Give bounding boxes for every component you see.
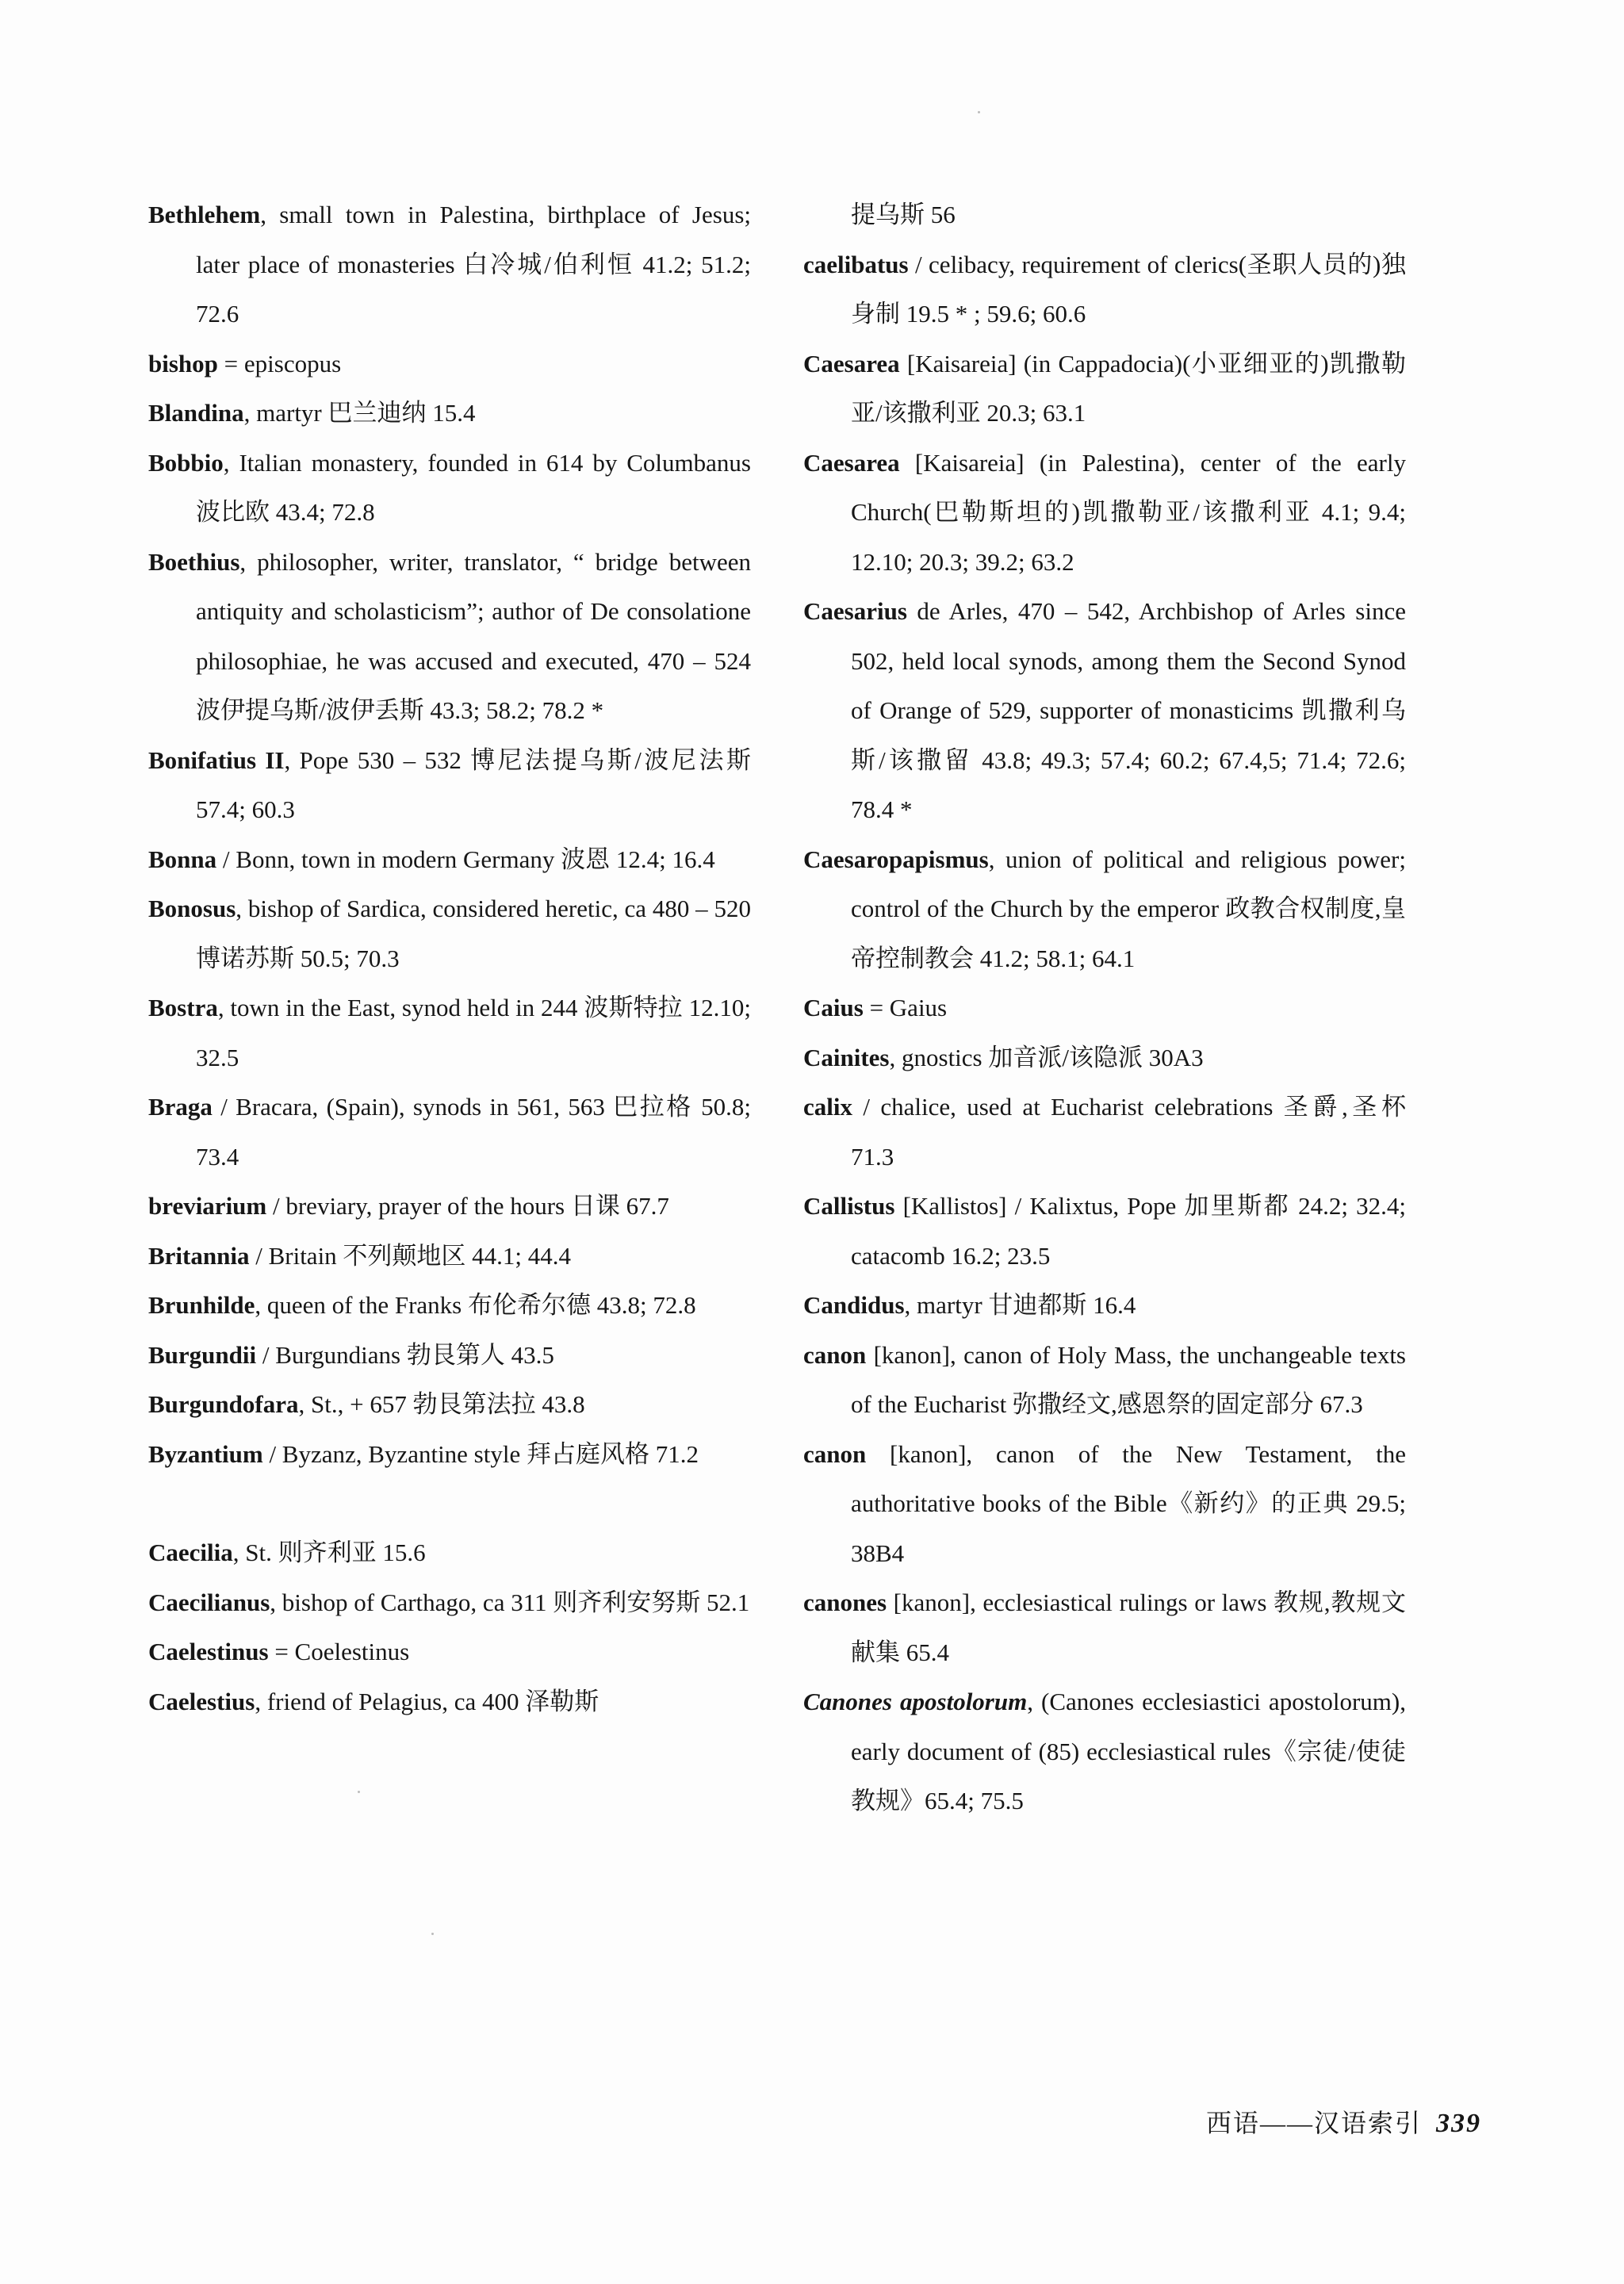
- scan-speck: [978, 111, 980, 113]
- entry-text: 提乌斯 56: [851, 201, 956, 228]
- entry-headword: Caelestinus: [148, 1638, 269, 1665]
- entry-headword: Bobbio: [148, 448, 224, 477]
- index-entry: [803, 240, 1406, 339]
- entry-headword: Callistus: [803, 1192, 895, 1220]
- entry-headword: canon: [803, 1340, 867, 1369]
- index-entry: [148, 439, 751, 538]
- index-entry: [803, 1182, 1406, 1281]
- entry-text: = Gaius: [863, 994, 948, 1021]
- entry-text: , St. 则齐利亚 15.6: [232, 1539, 426, 1566]
- entry-headword: Canones apostolorum: [803, 1688, 1028, 1715]
- index-entry: [148, 1380, 751, 1430]
- index-entry: [803, 339, 1406, 439]
- index-entry: [803, 983, 1406, 1033]
- entry-text: [Kallistos] / Kalixtus, Pope 加里斯都 24.2; 32.4; catacomb 16.2; 23.5: [851, 1192, 1406, 1270]
- index-entry: [148, 1182, 751, 1232]
- index-entry: [148, 538, 751, 736]
- index-entry: [148, 983, 751, 1083]
- index-entry: [148, 1578, 751, 1628]
- running-title: 西语——汉语索引: [1205, 2109, 1422, 2137]
- entry-text: / Britain 不列颠地区 44.1; 44.4: [249, 1241, 572, 1270]
- entry-headword: caelibatus: [803, 250, 909, 278]
- entry-text: , bishop of Sardica, considered heretic, ca 480 – 520 博诺苏斯 50.5; 70.3: [196, 895, 751, 972]
- index-entry: [148, 190, 751, 339]
- entry-headword: Braga: [148, 1093, 213, 1121]
- entry-text: [kanon], canon of the New Testament, the authoritative books of the Bible《新约》的正典 29.5; 38B4: [851, 1439, 1406, 1567]
- entry-headword: Caecilianus: [148, 1588, 270, 1616]
- index-entry: [803, 1430, 1406, 1579]
- index-entry: [803, 1578, 1406, 1677]
- entry-text: , Pope 530 – 532 博尼法提乌斯/波尼法斯 57.4; 60.3: [196, 745, 751, 823]
- index-entry: [803, 1677, 1406, 1826]
- entry-headword: Blandina: [148, 399, 244, 427]
- entry-headword: calix: [803, 1093, 852, 1121]
- page-footer: [1206, 2103, 1481, 2140]
- index-entry: [148, 1232, 751, 1282]
- entry-headword: Caesarius: [803, 597, 907, 625]
- entry-headword: Britannia: [148, 1241, 250, 1270]
- entry-text: / breviary, prayer of the hours 日课 67.7: [266, 1192, 669, 1220]
- entry-text: , queen of the Franks 布伦希尔德 43.8; 72.8: [255, 1291, 696, 1319]
- entry-headword: Byzantium: [148, 1439, 263, 1468]
- entry-headword: Bonna: [148, 845, 217, 873]
- index-entry: [148, 1430, 751, 1480]
- entry-headword: Candidus: [803, 1291, 905, 1319]
- entry-text: , martyr 甘迪都斯 16.4: [904, 1291, 1136, 1319]
- entry-text: = episcopus: [217, 349, 342, 377]
- entry-text: de Arles, 470 – 542, Archbishop of Arles since 502, held local synods, among them the Second Synod of Orange of 529, supporter of monasticims 凯撒利乌斯/该撒留 43.8; 49.3; 57.4; 60.2; 67.4,5; 71.4; 72.6; 78.4 *: [851, 597, 1406, 823]
- index-entry: [803, 1083, 1406, 1182]
- entry-text: / Burgundians 勃艮第人 43.5: [256, 1340, 554, 1369]
- entry-text: [Kaisareia] (in Palestina), center of the early Church(巴勒斯坦的)凯撒勒亚/该撒利亚 4.1; 9.4; 12.10; 20.3; 39.2; 63.2: [851, 448, 1406, 576]
- index-entry: [148, 1528, 751, 1578]
- entry-text: [kanon], ecclesiastical rulings or laws 教规,教规文献集 65.4: [851, 1588, 1406, 1666]
- entry-text: , small town in Palestina, birthplace of Jesus; later place of monasteries 白冷城/伯利恒 41.2; 51.2; 72.6: [196, 201, 751, 328]
- index-entry: [148, 736, 751, 835]
- entry-text: , bishop of Carthago, ca 311 则齐利安努斯 52.1: [270, 1588, 750, 1616]
- entry-headword: Bonifatius II: [148, 745, 285, 774]
- index-entry: [148, 835, 751, 885]
- index-entry: [803, 1033, 1406, 1083]
- index-entry: [803, 1281, 1406, 1331]
- index-entry: [148, 884, 751, 983]
- entry-text: , union of political and religious power; control of the Church by the emperor 政教合权制度,皇帝控制教会 41.2; 58.1; 64.1: [851, 845, 1406, 972]
- index-entry: [803, 587, 1406, 835]
- entry-headword: Cainites: [803, 1043, 890, 1071]
- entry-headword: Bethlehem: [148, 201, 261, 228]
- entry-headword: Boethius: [148, 547, 240, 576]
- entry-headword: Caecilia: [148, 1539, 233, 1566]
- entry-headword: Caesarea: [803, 448, 900, 477]
- entry-headword: Bostra: [148, 994, 218, 1021]
- entry-text: , friend of Pelagius, ca 400 泽勒斯: [255, 1687, 599, 1715]
- entry-text: , gnostics 加音派/该隐派 30A3: [889, 1043, 1204, 1071]
- entry-text: / Bracara, (Spain), synods in 561, 563 巴拉格 50.8; 73.4: [196, 1093, 751, 1171]
- right-column: [803, 190, 1406, 1826]
- page-number: 339: [1436, 2109, 1481, 2138]
- entry-text: , Italian monastery, founded in 614 by Columbanus 波比欧 43.4; 72.8: [196, 448, 751, 526]
- index-entry: [148, 339, 751, 389]
- scan-speck: [358, 1791, 360, 1793]
- entry-headword: Caius: [803, 994, 864, 1021]
- entry-headword: Burgundofara: [148, 1390, 299, 1418]
- entry-headword: Caesarea: [803, 349, 900, 377]
- index-entry: [148, 389, 751, 439]
- index-entry: [148, 1083, 751, 1182]
- index-entry: [803, 1331, 1406, 1430]
- entry-headword: Caesaropapismus: [803, 845, 989, 873]
- index-entry: [148, 1627, 751, 1677]
- entry-text: , martyr 巴兰迪纳 15.4: [243, 399, 476, 427]
- index-entry: [148, 1281, 751, 1331]
- entry-text: / Bonn, town in modern Germany 波恩 12.4; 16.4: [216, 845, 715, 873]
- index-entry-continuation: [803, 190, 1406, 240]
- entry-headword: canon: [803, 1439, 867, 1468]
- entry-headword: breviarium: [148, 1192, 267, 1220]
- index-entry: [803, 439, 1406, 588]
- entry-headword: Caelestius: [148, 1687, 255, 1715]
- entry-headword: Bonosus: [148, 895, 236, 922]
- entry-text: / Byzanz, Byzantine style 拜占庭风格 71.2: [262, 1439, 699, 1468]
- entry-text: , St., + 657 勃艮第法拉 43.8: [298, 1390, 585, 1418]
- entry-text: , town in the East, synod held in 244 波斯特拉 12.10; 32.5: [196, 994, 751, 1071]
- index-entry: [803, 835, 1406, 984]
- entry-text: / chalice, used at Eucharist celebrations 圣爵,圣杯 71.3: [851, 1093, 1406, 1171]
- index-entry: [148, 1677, 751, 1727]
- entry-headword: bishop: [148, 349, 218, 377]
- left-column: [148, 190, 751, 1726]
- entry-text: , (Canones ecclesiastici apostolorum), early document of (85) ecclesiastical rules《宗徒/使徒教规》65.4; 75.5: [851, 1688, 1406, 1815]
- entry-text: [kanon], canon of Holy Mass, the unchangeable texts of the Eucharist 弥撒经文,感恩祭的固定部分 67.3: [851, 1340, 1406, 1418]
- entry-text: / celibacy, requirement of clerics(圣职人员的)独身制 19.5 * ; 59.6; 60.6: [851, 250, 1406, 328]
- scan-speck: [431, 1933, 434, 1935]
- entry-text: [Kaisareia] (in Cappadocia)(小亚细亚的)凯撒勒亚/该撒利亚 20.3; 63.1: [851, 349, 1406, 427]
- index-entry: [148, 1331, 751, 1381]
- entry-text: , philosopher, writer, translator, “ bridge between antiquity and scholasticism”; author of De consolatione philosophiae, he was accused and executed, 470 – 524 波伊提乌斯/波伊丢斯 43.3; 58.2; 78.2 *: [196, 547, 751, 724]
- entry-headword: Brunhilde: [148, 1291, 255, 1319]
- entry-text: = Coelestinus: [268, 1638, 410, 1665]
- entry-headword: Burgundii: [148, 1340, 257, 1369]
- entry-headword: canones: [803, 1588, 887, 1616]
